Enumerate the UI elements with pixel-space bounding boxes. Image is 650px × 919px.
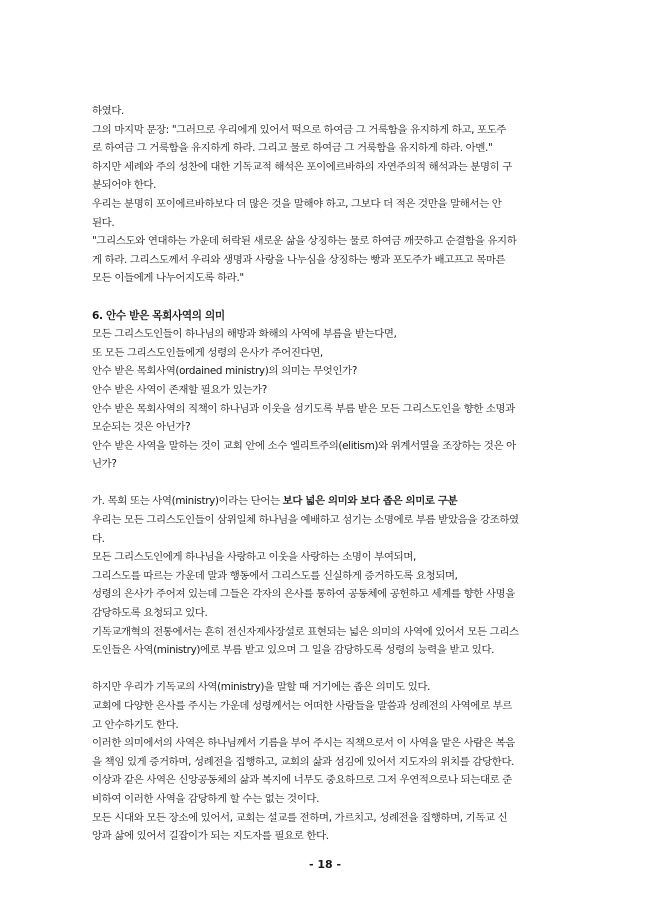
subsection-ga <box>92 492 560 659</box>
spacer <box>92 474 560 493</box>
subsection-heading <box>92 492 560 511</box>
text-line: 로 하여금 그 거룩함을 유지하게 하라. 그리고 물로 하여금 그 거룩함을 유지하게 하라. 아멘." <box>92 142 493 155</box>
text-line: 이상과 같은 사역은 신앙공동체의 삶과 복지에 너무도 중요하므로 그저 우연적으로나 되는대로 준 <box>92 774 512 787</box>
text-line: 된다. <box>92 216 115 229</box>
text-line: 그리스도를 따르는 가운데 말과 행동에서 그리스도를 신실하게 증거하도록 요청되며, <box>92 569 458 582</box>
spacer <box>92 660 560 679</box>
text-line: 모든 이들에게 나누어지도록 하라." <box>92 272 244 285</box>
text-line: 우리는 모든 그리스도인들이 삼위일체 하나님을 예배하고 섬기는 소명에로 부름 받았음을 강조하였 <box>92 514 519 527</box>
text-line: 기독교개혁의 전통에서는 흔히 전신자제사장설로 표현되는 넓은 의미의 사역에 있어서 모든 그리스 <box>92 625 519 638</box>
text-line: 을 책임 있게 증거하며, 성례전을 집행하고, 교회의 삶과 섬김에 있어서 지도자의 위치를 감당한다. <box>92 755 515 768</box>
text-line: 안수 받은 사역이 존재할 필요가 있는가? <box>92 383 267 396</box>
text-line: 성령의 은사가 주어져 있는데 그들은 각자의 은사를 통하여 공동체에 공헌하고 세계를 향한 사명을 <box>92 588 515 601</box>
text-line: 모든 시대와 모든 장소에 있어서, 교회는 설교를 전하며, 가르치고, 성례전을 집행하며, 기독교 신 <box>92 811 508 824</box>
section-6 <box>92 307 560 474</box>
text-line: 앙과 삶에 있어서 길잡이가 되는 지도자를 필요로 한다. <box>92 830 329 843</box>
text-line: 또 모든 그리스도인들에게 성령의 은사가 주어진다면, <box>92 346 323 359</box>
text-line: 이러한 의미에서의 사역은 하나님께서 기름을 부어 주시는 직책으로서 이 사역을 맡은 사람은 복음 <box>92 737 515 750</box>
text-line: 도인들은 사역(ministry)에로 부름 받고 있으며 그 일을 감당하도록 성령의 능력을 받고 있다. <box>92 644 495 657</box>
text-line: 분되어야 한다. <box>92 179 157 192</box>
text-line: 닌가? <box>92 458 117 471</box>
subsection-heading-emphasis: 보다 넓은 의미와 보다 좁은 의미로 구분 <box>282 495 458 508</box>
text-line: 안수 받은 사역을 말하는 것이 교회 안에 소수 엘리트주의(elitism)와 위계서열을 조장하는 것은 아 <box>92 439 516 452</box>
text-line: 모든 그리스도인들이 하나님의 해방과 화해의 사역에 부름을 받는다면, <box>92 328 397 341</box>
text-line: 우리는 분명히 포이에르바하보다 더 많은 것을 말해야 하고, 그보다 더 적은 것만을 말해서는 안 <box>92 197 502 210</box>
text-line: 하였다. <box>92 105 125 117</box>
text-line: 고 안수하기도 한다. <box>92 718 179 731</box>
text-line: 다. <box>92 532 105 545</box>
text-line: 모순되는 것은 아닌가? <box>92 421 191 434</box>
text-line: "그리스도와 연대하는 가운데 허락된 새로운 삶을 상징하는 물로 하여금 깨끗하고 순결함을 유지하 <box>92 235 517 248</box>
spacer <box>92 288 560 307</box>
text-line: 안수 받은 목회사역(ordained ministry)의 의미는 무엇인가? <box>92 365 357 378</box>
page-body <box>92 102 560 846</box>
text-line: 감당하도록 요청되고 있다. <box>92 607 208 620</box>
text-line: 게 하라. 그리스도께서 우리와 생명과 사랑을 나누심을 상징하는 빵과 포도주가 배고프고 목마른 <box>92 253 506 266</box>
text-line: 비하여 이러한 사역을 감당하게 할 수는 없는 것이다. <box>92 792 320 805</box>
text-line: 그의 마지막 문장: "그러므로 우리에게 있어서 떡으로 하여금 그 거룩함을 유지하게 하고, 포도주 <box>92 123 507 136</box>
text-line: 모든 그리스도인에게 하나님을 사랑하고 이웃을 사랑하는 소명이 부여되며, <box>92 551 416 564</box>
paragraph-narrow-ministry <box>92 678 560 845</box>
text-line: 하지만 우리가 기독교의 사역(ministry)을 말할 때 거기에는 좁은 의미도 있다. <box>92 681 431 694</box>
page-number: - 18 - <box>308 858 342 871</box>
section-heading: 6. 안수 받은 목회사역의 의미 <box>92 309 225 322</box>
text-line: 교회에 다양한 은사를 주시는 가운데 성령께서는 어떠한 사람들을 말씀과 성례전의 사역에로 부르 <box>92 700 512 712</box>
subsection-heading-prefix: 가. 목회 또는 사역(ministry)이라는 단어는 <box>92 495 283 508</box>
paragraph-feuerbach <box>92 102 560 288</box>
text-line: 안수 받은 목회사역의 직책이 하나님과 이웃을 섬기도록 부름 받은 모든 그리스도인을 향한 소명과 <box>92 402 515 415</box>
text-line: 하지만 세례와 주의 성찬에 대한 기독교적 해석은 포이에르바하의 자연주의적 해석과는 분명히 구 <box>92 160 512 173</box>
